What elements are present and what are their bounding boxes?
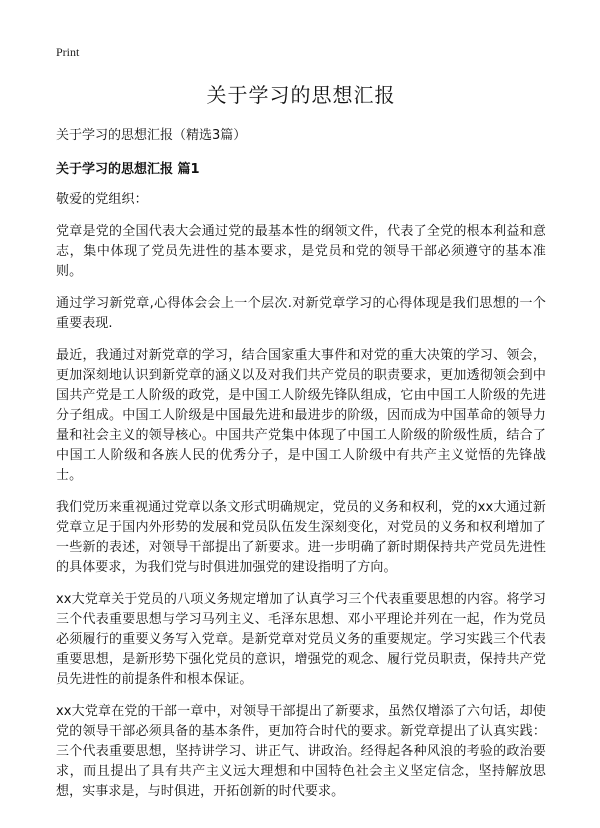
salutation: 敬爱的党组织： [56,192,148,207]
paragraph: 我们党历来重视通过党章以条文形式明确规定，党员的义务和权利，党的xx大通过新党章立足于国内外形势的发展和党员队伍发生深刻变化，对党员的义务和权利增加了一些新的表述，对领导干部提出了新要求。进一步明确了新时期保持共产党员先进性的具体要求，为我们党与时俱进加强党的建设指明了方向。 [56,500,546,575]
paragraph: 党章是党的全国代表大会通过党的最基本性的纲领文件，代表了全党的根本利益和意志，集中体现了党员先进性的基本要求，是党员和党的领导干部必须遵守的基本准则。 [56,224,546,279]
paragraph: xx大党章在党的干部一章中，对领导干部提出了新要求，虽然仅增添了六句话，却使党的领导干部必须具备的基本条件，更加符合时代的要求。新党章提出了认真实践：三个代表重要思想，坚持讲学习、讲正气、讲政治。经得起各种风浪的考验的政治要求，而且提出了具有共产主义远大理想和中国特色社会主义坚定信念，坚持解放思想，实事求是，与时俱进，开拓创新的时代要求。 [56,704,546,799]
document-title: 关于学习的思想汇报 [206,83,396,107]
paragraph: 通过学习新党章,心得体会会上一个层次.对新党章学习的心得体现是我们思想的一个重要表现. [56,296,546,331]
paragraph: 最近，我通过对新党章的学习，结合国家重大事件和对党的重大决策的学习、领会，更加深刻地认识到新党章的涵义以及对我们共产党员的职责要求，更加透彻领会到中国共产党是工人阶级的政党，是中国工人阶级先锋队组成，它由中国工人阶级的先进分子组成。中国工人阶级是中国最先进和最进步的阶级，因而成为中国革命的领导力量和社会主义的领导核心。中国共产党集中体现了中国工人阶级的阶级性质，结合了中国工人阶级和各族人民的优秀分子，是中国工人阶级中有共产主义觉悟的先锋战士。 [56,348,546,483]
paragraph: xx大党章关于党员的八项义务规定增加了认真学习三个代表重要思想的内容。将学习三个代表重要思想与学习马列主义、毛泽东思想、邓小平理论并列在一起，作为党员必须履行的重要义务写入党章。是新党章对党员义务的重要规定。学习实践三个代表重要思想，是新形势下强化党员的意识，增强党的观念、履行党员职责，保持共产党员先进性的前提条件和根本保证。 [56,592,546,687]
print-label: Print [56,45,80,59]
section-heading: 关于学习的思想汇报 篇1 [56,162,200,177]
document-subtitle: 关于学习的思想汇报（精选3篇） [56,128,247,143]
